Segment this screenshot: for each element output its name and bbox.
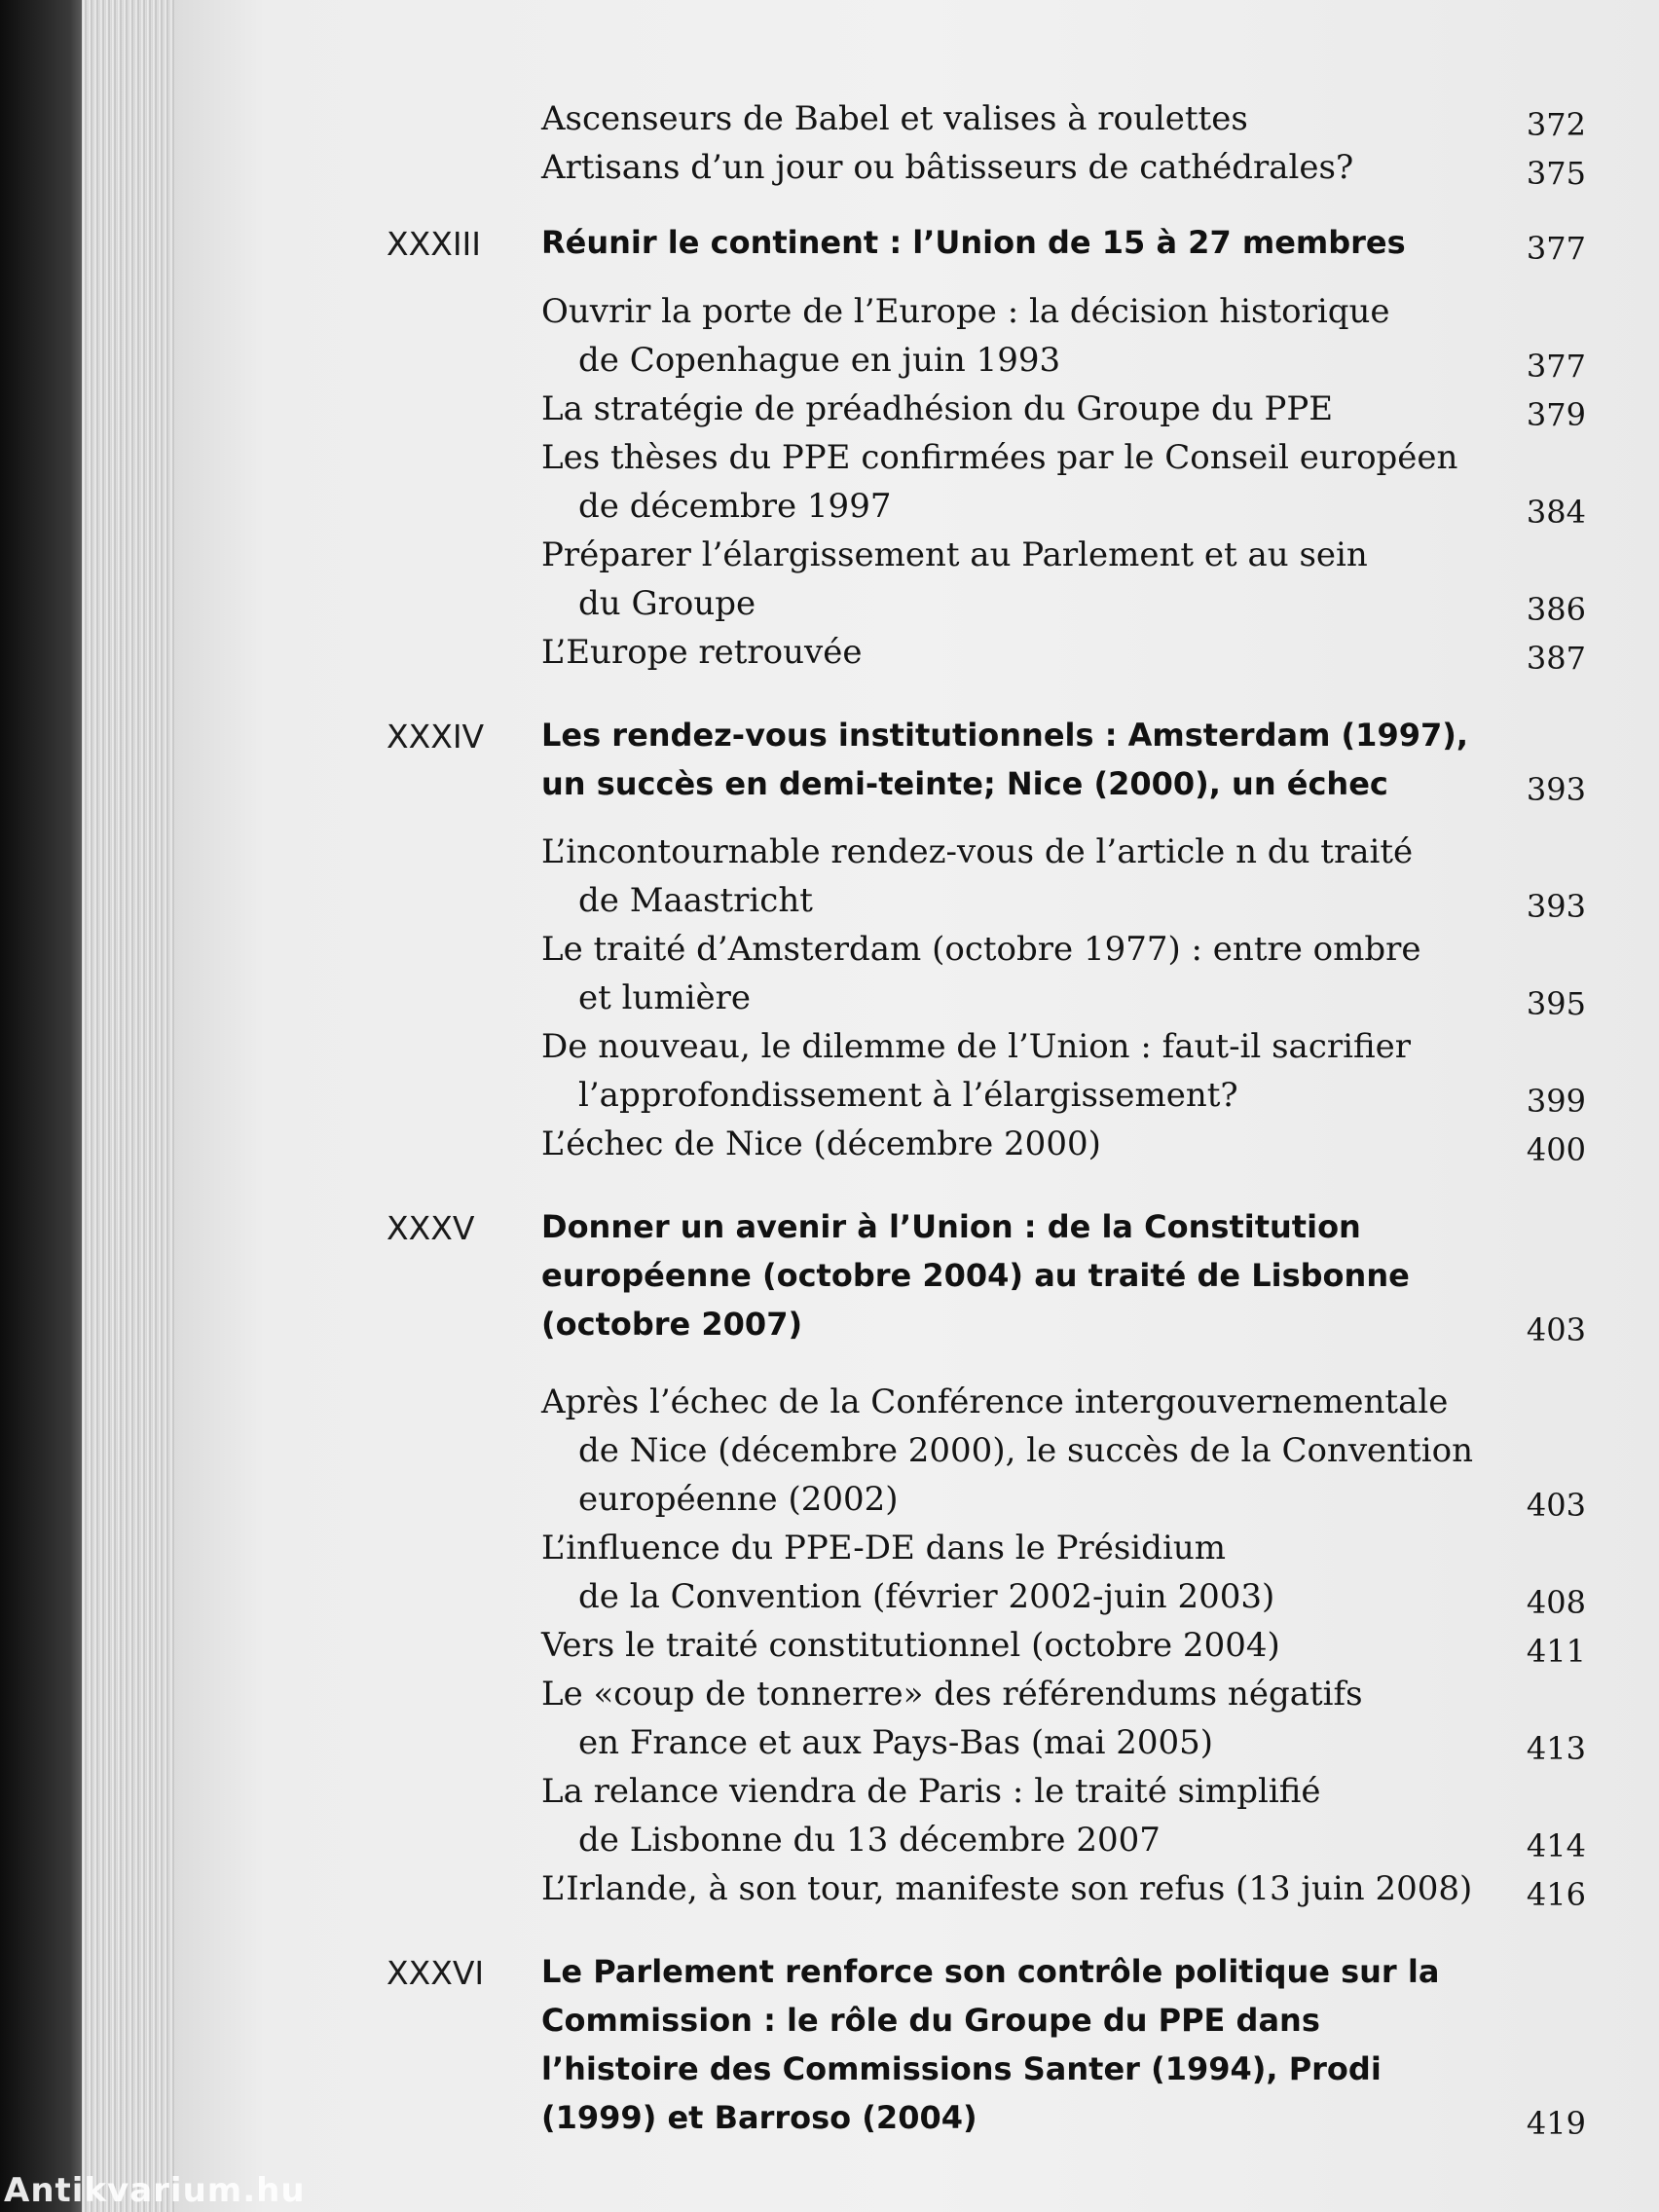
chapter-title: Réunir le continent : l’Union de 15 à 27 membres — [541, 224, 1406, 261]
toc-page-number: 414 — [1526, 1827, 1586, 1864]
toc-entry-text: Ouvrir la porte de l’Europe : la décision historique de Copenhague en juin 1993 — [541, 292, 1390, 380]
chapter-page-number: 403 — [1526, 1311, 1586, 1348]
toc-page-number: 400 — [1526, 1131, 1586, 1168]
chapter-page-number: 419 — [1526, 2105, 1586, 2142]
toc-page-number: 386 — [1526, 591, 1586, 628]
toc-page-number: 413 — [1526, 1730, 1586, 1767]
chapter-number: XXXV — [387, 1209, 475, 1247]
chapter-title: Donner un avenir à l’Union : de la Constitution européenne (octobre 2004) au traité de Lisbonne (octobre 2007) — [541, 1208, 1410, 1343]
toc-entry-text: De nouveau, le dilemme de l’Union : faut-il sacrifier l’approfondissement à l’élargissement? — [541, 1027, 1412, 1115]
chapter-page-number: 393 — [1526, 771, 1586, 808]
toc-page-number: 372 — [1526, 106, 1586, 143]
book-binding-shadow — [0, 0, 88, 2212]
toc-entry-text: Préparer l’élargissement au Parlement et au sein du Groupe — [541, 535, 1368, 623]
toc-entry-text: L’échec de Nice (décembre 2000) — [541, 1124, 1101, 1163]
toc-entry-text: L’influence du PPE-DE dans le Présidium de la Convention (février 2002-juin 2003) — [541, 1529, 1275, 1616]
toc-entry-text: Les thèses du PPE confirmées par le Conseil européen de décembre 1997 — [541, 438, 1458, 526]
chapter-page-number: 377 — [1526, 230, 1586, 267]
toc-page-number: 395 — [1526, 985, 1586, 1022]
watermark-text: Antikvarium.hu — [4, 2171, 306, 2210]
toc-entry-text: La relance viendra de Paris : le traité simplifié de Lisbonne du 13 décembre 2007 — [541, 1772, 1321, 1860]
toc-entry-text: L’Europe retrouvée — [541, 633, 863, 672]
toc-page-number: 399 — [1526, 1083, 1586, 1120]
chapter-number: XXXIV — [387, 718, 485, 756]
toc-entry-text: Le traité d’Amsterdam (octobre 1977) : entre ombre et lumière — [541, 930, 1421, 1017]
toc-entry-text: La stratégie de préadhésion du Groupe du PPE — [541, 389, 1334, 428]
toc-page-number: 377 — [1526, 348, 1586, 385]
toc-page-number: 387 — [1526, 640, 1586, 677]
toc-page-number: 416 — [1526, 1876, 1586, 1913]
toc-entry-text: L’Irlande, à son tour, manifeste son refus (13 juin 2008) — [541, 1869, 1473, 1908]
toc-page-number: 393 — [1526, 888, 1586, 925]
chapter-number: XXXVI — [387, 1954, 485, 1992]
toc-page-number: 379 — [1526, 396, 1586, 433]
toc-entry-text: Après l’échec de la Conférence intergouvernementale de Nice (décembre 2000), le succès de la Convention européenne (2002) — [541, 1382, 1473, 1519]
chapter-number: XXXIII — [387, 225, 482, 263]
toc-page-number: 411 — [1526, 1633, 1586, 1670]
toc-page-number: 408 — [1526, 1584, 1586, 1621]
toc-page-number: 403 — [1526, 1487, 1586, 1524]
toc-entry-text: Vers le traité constitutionnel (octobre 2004) — [541, 1626, 1280, 1665]
toc-entry-text: Le «coup de tonnerre» des référendums négatifs en France et aux Pays-Bas (mai 2005) — [541, 1675, 1363, 1762]
toc-page-number: 375 — [1526, 155, 1586, 192]
toc-entry-text: Artisans d’un jour ou bâtisseurs de cathédrales? — [541, 148, 1354, 187]
toc-entry-text: L’incontournable rendez-vous de l’article n du traité de Maastricht — [541, 832, 1414, 920]
toc-page-number: 384 — [1526, 494, 1586, 531]
chapter-title: Les rendez-vous institutionnels : Amsterdam (1997), un succès en demi-teinte; Nice (2000), un échec — [541, 717, 1469, 802]
toc-entry-text: Ascenseurs de Babel et valises à roulettes — [541, 99, 1248, 138]
chapter-title: Le Parlement renforce son contrôle politique sur la Commission : le rôle du Groupe du PPE dans l’histoire des Commissions Santer (1994), Prodi (1999) et Barroso (2004) — [541, 1953, 1440, 2136]
